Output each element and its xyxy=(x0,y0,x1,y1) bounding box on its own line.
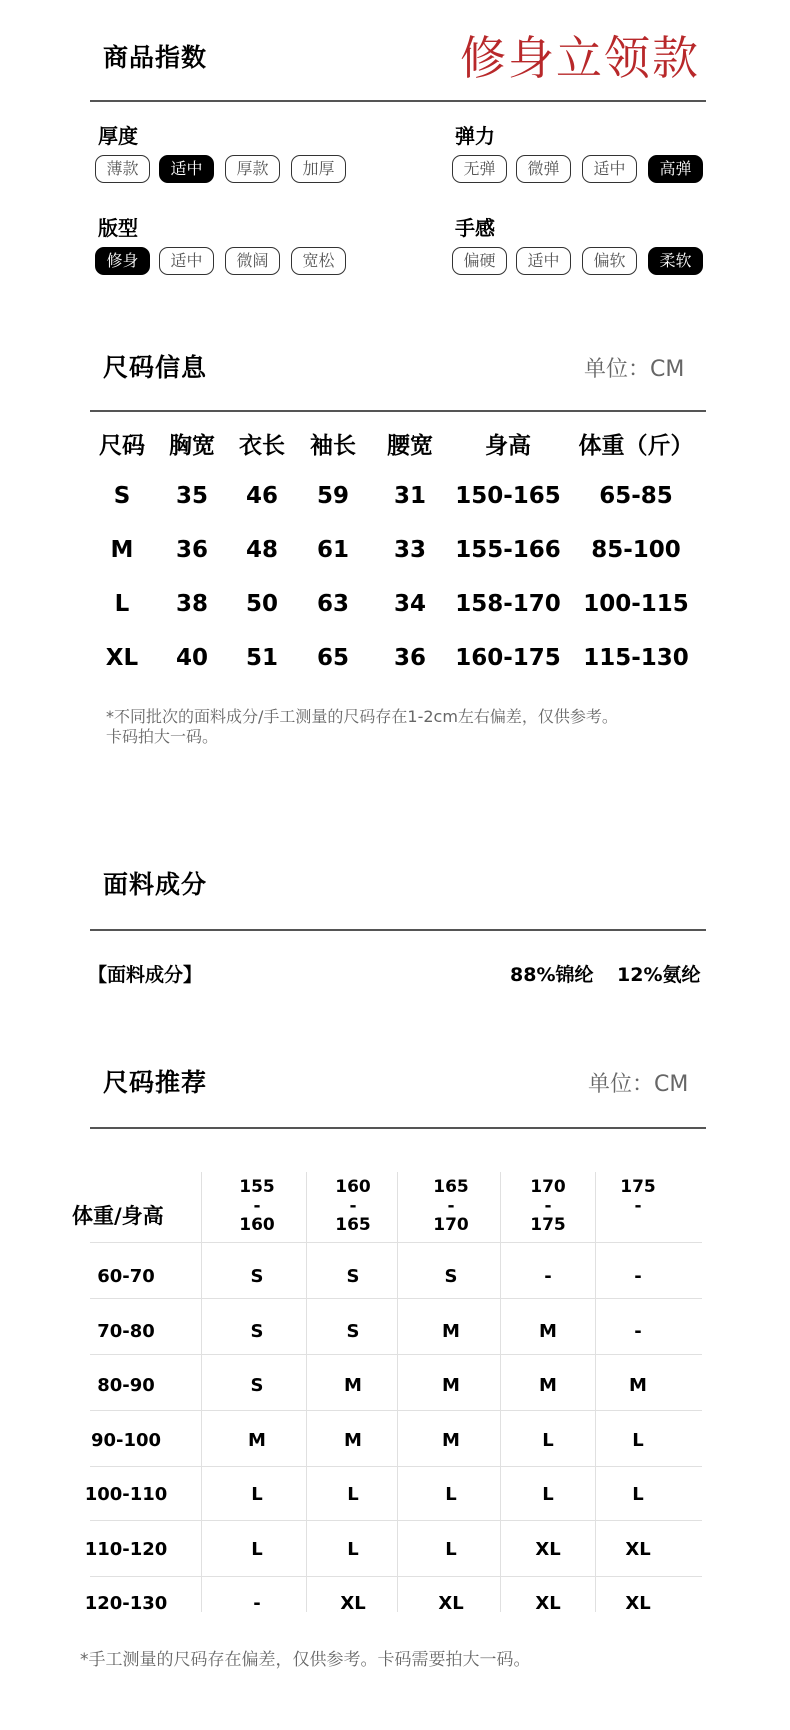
recommended-size-cell: L xyxy=(632,1484,644,1505)
recommended-size-cell: M xyxy=(629,1375,647,1396)
recommended-size-cell: XL xyxy=(438,1593,464,1614)
section-title-fabric: 面料成分 xyxy=(103,870,208,899)
size-table-cell: 51 xyxy=(245,645,279,671)
size-table-cell: 35 xyxy=(175,483,209,509)
recommended-size-cell: L xyxy=(542,1484,554,1505)
grid-line xyxy=(306,1172,307,1612)
size-table-header: 腰宽 xyxy=(387,433,433,459)
table-corner-label: 体重/身高 xyxy=(72,1204,164,1228)
attribute-option-selected: 柔软 xyxy=(648,247,703,275)
size-table-cell: 36 xyxy=(175,537,209,563)
size-table-cell: S xyxy=(113,483,131,509)
section-title-size-recommend: 尺码推荐 xyxy=(103,1068,208,1097)
attribute-option: 偏软 xyxy=(582,247,637,275)
recommended-size-cell: M xyxy=(344,1429,362,1451)
size-table-cell: 115-130 xyxy=(583,645,689,671)
attribute-option: 宽松 xyxy=(291,247,346,275)
recommended-size-cell: L xyxy=(542,1429,554,1451)
grid-line xyxy=(90,1354,702,1355)
size-table-cell: 50 xyxy=(245,591,279,617)
recommended-size-cell: XL xyxy=(535,1593,561,1614)
recommended-size-cell: M xyxy=(248,1429,266,1451)
grid-line xyxy=(500,1172,501,1612)
divider xyxy=(90,410,706,412)
size-table-cell: 59 xyxy=(316,483,350,509)
size-table-cell: 61 xyxy=(316,537,350,563)
attribute-option: 适中 xyxy=(516,247,571,275)
size-table-cell: 158-170 xyxy=(455,591,561,617)
attribute-label: 手感 xyxy=(455,216,495,240)
weight-label: 100-110 xyxy=(84,1484,168,1505)
size-note: *不同批次的面料成分/手工测量的尺码存在1-2cm左右偏差，仅供参考。 xyxy=(106,707,618,726)
recommended-size-cell: M xyxy=(539,1320,557,1342)
fabric-label: 【面料成分】 xyxy=(88,964,203,986)
recommended-size-cell: XL xyxy=(340,1593,366,1614)
size-table-cell: 34 xyxy=(393,591,427,617)
grid-line xyxy=(90,1298,702,1299)
size-note-2: 卡码拍大一码。 xyxy=(106,727,219,746)
recommended-size-cell: L xyxy=(445,1538,457,1560)
size-table-cell: 38 xyxy=(175,591,209,617)
recommended-size-cell: XL xyxy=(535,1538,561,1560)
recommended-size-cell: M xyxy=(442,1429,460,1451)
recommended-size-cell: S xyxy=(444,1266,458,1287)
divider xyxy=(90,929,706,931)
attribute-option: 偏硬 xyxy=(452,247,507,275)
recommended-size-cell: L xyxy=(445,1484,457,1505)
grid-line xyxy=(90,1576,702,1577)
attribute-option: 无弹 xyxy=(452,155,507,183)
attribute-label: 版型 xyxy=(98,216,138,240)
recommended-size-cell: XL xyxy=(625,1538,651,1560)
recommended-size-cell: M xyxy=(539,1375,557,1396)
recommended-size-cell: S xyxy=(346,1320,360,1342)
recommended-size-cell: L xyxy=(251,1484,263,1505)
recommended-size-cell: L xyxy=(632,1429,644,1451)
size-table-cell: L xyxy=(114,591,130,617)
attribute-option-selected: 高弹 xyxy=(648,155,703,183)
recommended-size-cell: L xyxy=(251,1538,263,1560)
size-table-cell: 65-85 xyxy=(599,483,673,509)
recommended-size-cell: S xyxy=(250,1320,264,1342)
size-table-cell: XL xyxy=(105,645,139,671)
recommended-size-cell: - xyxy=(634,1320,642,1342)
size-table-cell: 48 xyxy=(245,537,279,563)
attribute-label: 厚度 xyxy=(98,124,138,148)
size-table-cell: 160-175 xyxy=(455,645,561,671)
recommended-size-cell: L xyxy=(347,1484,359,1505)
recommended-size-cell: M xyxy=(442,1320,460,1342)
unit-label-recommend: 单位：CM xyxy=(588,1072,689,1097)
size-table-cell: 36 xyxy=(393,645,427,671)
size-table-cell: 155-166 xyxy=(455,537,561,563)
height-header: 170 - 175 xyxy=(530,1177,566,1235)
size-table-cell: 65 xyxy=(316,645,350,671)
recommended-size-cell: M xyxy=(344,1375,362,1396)
grid-line xyxy=(397,1172,398,1612)
grid-line xyxy=(90,1410,702,1411)
size-table-cell: 46 xyxy=(245,483,279,509)
recommended-size-cell: S xyxy=(250,1375,264,1396)
height-header: 165 - 170 xyxy=(433,1177,469,1235)
size-table-cell: M xyxy=(110,537,134,563)
weight-label: 110-120 xyxy=(84,1538,168,1560)
grid-line xyxy=(90,1466,702,1467)
size-table-header: 袖长 xyxy=(310,433,356,459)
attribute-option: 厚款 xyxy=(225,155,280,183)
height-header: 155 - 160 xyxy=(239,1177,275,1235)
size-table-header: 衣长 xyxy=(239,433,285,459)
size-table-header: 胸宽 xyxy=(169,433,215,459)
size-table-cell: 100-115 xyxy=(583,591,689,617)
fabric-composition-1: 88%锦纶 xyxy=(510,964,594,986)
weight-label: 120-130 xyxy=(84,1593,168,1614)
recommended-size-cell: - xyxy=(253,1593,261,1614)
attribute-option: 微阔 xyxy=(225,247,280,275)
size-table-cell: 40 xyxy=(175,645,209,671)
style-name: 修身立领款 xyxy=(460,31,700,85)
weight-label: 60-70 xyxy=(97,1266,155,1287)
recommended-size-cell: - xyxy=(634,1266,642,1287)
divider xyxy=(90,100,706,102)
section-title-product-index: 商品指数 xyxy=(103,43,208,72)
attribute-label: 弹力 xyxy=(455,124,495,148)
weight-label: 70-80 xyxy=(97,1320,155,1342)
attribute-option-selected: 修身 xyxy=(95,247,150,275)
weight-label: 80-90 xyxy=(97,1375,155,1396)
recommended-size-cell: M xyxy=(442,1375,460,1396)
size-table-header: 尺码 xyxy=(99,433,145,459)
size-table-cell: 63 xyxy=(316,591,350,617)
grid-line xyxy=(90,1520,702,1521)
recommended-size-cell: S xyxy=(346,1266,360,1287)
recommended-size-cell: - xyxy=(544,1266,552,1287)
attribute-option: 薄款 xyxy=(95,155,150,183)
size-table-cell: 33 xyxy=(393,537,427,563)
unit-label: 单位：CM xyxy=(584,357,685,382)
recommend-footnote: *手工测量的尺码存在偏差，仅供参考。卡码需要拍大一码。 xyxy=(80,1650,531,1670)
attribute-option: 适中 xyxy=(582,155,637,183)
size-table-header: 体重（斤） xyxy=(578,433,694,459)
grid-line xyxy=(201,1172,202,1612)
size-table-header: 身高 xyxy=(485,433,531,459)
recommended-size-cell: S xyxy=(250,1266,264,1287)
fabric-composition-2: 12%氨纶 xyxy=(617,964,701,986)
attribute-option: 适中 xyxy=(159,247,214,275)
size-table-cell: 150-165 xyxy=(455,483,561,509)
divider xyxy=(90,1127,706,1129)
height-header: 160 - 165 xyxy=(335,1177,371,1235)
recommended-size-cell: XL xyxy=(625,1593,651,1614)
recommended-size-cell: L xyxy=(347,1538,359,1560)
grid-line xyxy=(595,1172,596,1612)
size-table-cell: 31 xyxy=(393,483,427,509)
size-table-cell: 85-100 xyxy=(591,537,681,563)
attribute-option: 微弹 xyxy=(516,155,571,183)
attribute-option: 加厚 xyxy=(291,155,346,183)
grid-line xyxy=(90,1242,702,1243)
section-title-size-info: 尺码信息 xyxy=(103,353,208,382)
attribute-option-selected: 适中 xyxy=(159,155,214,183)
weight-label: 90-100 xyxy=(90,1429,162,1451)
height-header: 175 - xyxy=(620,1177,656,1216)
